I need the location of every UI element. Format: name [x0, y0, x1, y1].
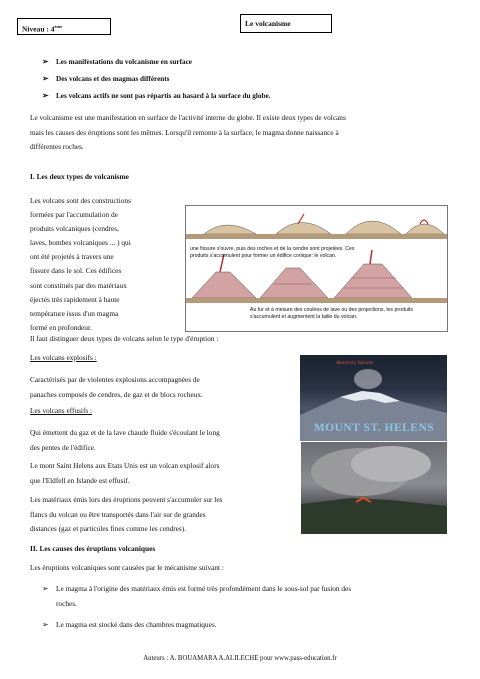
volcano-formation-diagram — [185, 205, 448, 332]
level-superscript: ème — [54, 24, 63, 29]
materials-text — [30, 493, 298, 537]
cause-line: Le magma est stocké dans des chambres magmatiques. — [56, 620, 217, 629]
objective-item — [42, 56, 270, 73]
diagram-caption-line: s'accumulent et augmentent la taille du volcan. — [250, 314, 358, 320]
level-label: Niveau : 4 — [22, 24, 55, 34]
example-text — [30, 459, 298, 488]
definition-line: éjectés très rapidement à haute — [30, 294, 120, 304]
objective-text: Des volcans et des magmas différents — [56, 75, 170, 83]
example-line: Le mont Saint Helens aux Etats Unis est un volcan explosif alors — [30, 461, 220, 470]
effusive-line: Qui émettent du gaz et de la lave chaude fluide s'écoulant le long — [30, 428, 220, 437]
materials-line: flancs du volcan ou être transportés dans l'air sur de grandes — [30, 509, 206, 519]
example-line: que l'Eldfell en Islande est effusif. — [30, 475, 130, 485]
arrow-bullet-icon: ➢ — [42, 584, 49, 593]
photo-top-label: America's Volcano — [336, 361, 374, 366]
effusive-line: des pentes de l'édifice. — [30, 442, 96, 452]
diagram-caption-bottom — [250, 307, 445, 321]
objectives-list — [42, 56, 270, 107]
distinguish-text: Il faut distinguer deux types de volcans selon le type d'éruption : — [30, 334, 219, 343]
causes-list — [42, 582, 472, 633]
photo-title: MOUNT ST. HELENS — [313, 422, 435, 434]
definition-line: fissure dans le sol. Ces édifices — [30, 266, 122, 276]
explosive-volcano-text — [30, 373, 298, 402]
arrow-bullet-icon: ➢ — [42, 620, 49, 629]
definition-line: laves, bombes volcaniques ... ) qui — [30, 238, 131, 248]
definition-line: sont constitués par des matériaux — [30, 280, 127, 290]
cause-item — [42, 582, 472, 611]
cause-text — [56, 582, 351, 611]
volcano-definition — [30, 194, 180, 335]
section2-intro: Les éruptions volcaniques sont causées par le mécanisme suivant : — [30, 563, 224, 572]
objective-text: Les manifestations du volcanisme en surface — [56, 58, 192, 66]
explosive-line: Caractérisés par de violentes explosions accompagnées de — [30, 375, 200, 384]
diagram-caption-line: Au fur et à mesure des coulées de lave ou des projections, les produits — [250, 307, 413, 313]
intro-line: mais les causes des éruptions sont les mêmes. Lorsqu'il remonte à la surface, le magma donne naissance à — [30, 127, 339, 137]
effusive-label-text: Les volcans effusifs : — [30, 406, 93, 415]
cause-line: roches. — [56, 598, 77, 608]
explosive-volcano-label: Les volcans explosifs : — [30, 353, 97, 362]
mount-st-helens-photo — [300, 355, 447, 441]
intro-paragraph — [30, 111, 470, 155]
diagram-caption-line: une fissure s'ouvre, puis des roches et de la cendre sont projetées. Ces — [190, 246, 355, 252]
page-title: Le volcanisme — [240, 14, 332, 33]
cause-item — [42, 618, 472, 633]
section1-heading: I. Les deux types de volcanisme — [30, 172, 129, 181]
level-box — [17, 18, 111, 35]
definition-line: ont été projetés à travers une — [30, 252, 114, 262]
objective-item — [42, 90, 270, 107]
effusive-volcano-text — [30, 426, 298, 455]
cause-line: Le magma à l'origine des matériaux émis est formé très profondément dans le sous-sol par fusion des — [56, 584, 352, 593]
explosive-line: panaches composés de cendres, de gaz et de blocs rocheux. — [30, 389, 203, 399]
eruption-plume-illustration — [301, 442, 447, 534]
objective-text: Les volcans actifs ne sont pas répartis au hasard à la surface du globe. — [56, 92, 271, 100]
materials-line: distances (gaz et particules fines comme les cendres). — [30, 524, 187, 533]
definition-line: formé en profondeur. — [30, 322, 92, 332]
definition-line: Les volcans sont des constructions — [30, 196, 131, 205]
arrow-bullet-icon: ➢ — [42, 57, 49, 66]
definition-line: température issus d'un magma — [30, 308, 119, 318]
diagram-caption-top — [190, 246, 446, 260]
effusive-volcano-label — [30, 406, 92, 415]
materials-line: Les matériaux émis lors des éruptions peuvent s'accumuler sur les — [30, 495, 223, 504]
intro-line: Le volcanisme est une manifestation en surface de l'activité interne du globe. Il existe deux types de volcans — [30, 113, 346, 122]
eruption-photo — [301, 442, 447, 534]
arrow-bullet-icon: ➢ — [42, 91, 49, 100]
arrow-bullet-icon: ➢ — [42, 74, 49, 83]
definition-line: produits volcaniques (cendres, — [30, 224, 119, 234]
diagram-caption-line: produits s'accumulent pour former un édifice conique: le volcan. — [190, 253, 337, 259]
section2-heading: II. Les causes des éruptions volcaniques — [30, 544, 156, 553]
objective-item — [42, 73, 270, 90]
intro-line: différentes roches. — [30, 142, 84, 151]
page-footer: Auteurs : A. BOUAMARA A.ALILECHE pour www.pass-education.fr — [143, 655, 337, 662]
definition-line: formées par l'accumulation de — [30, 210, 118, 220]
